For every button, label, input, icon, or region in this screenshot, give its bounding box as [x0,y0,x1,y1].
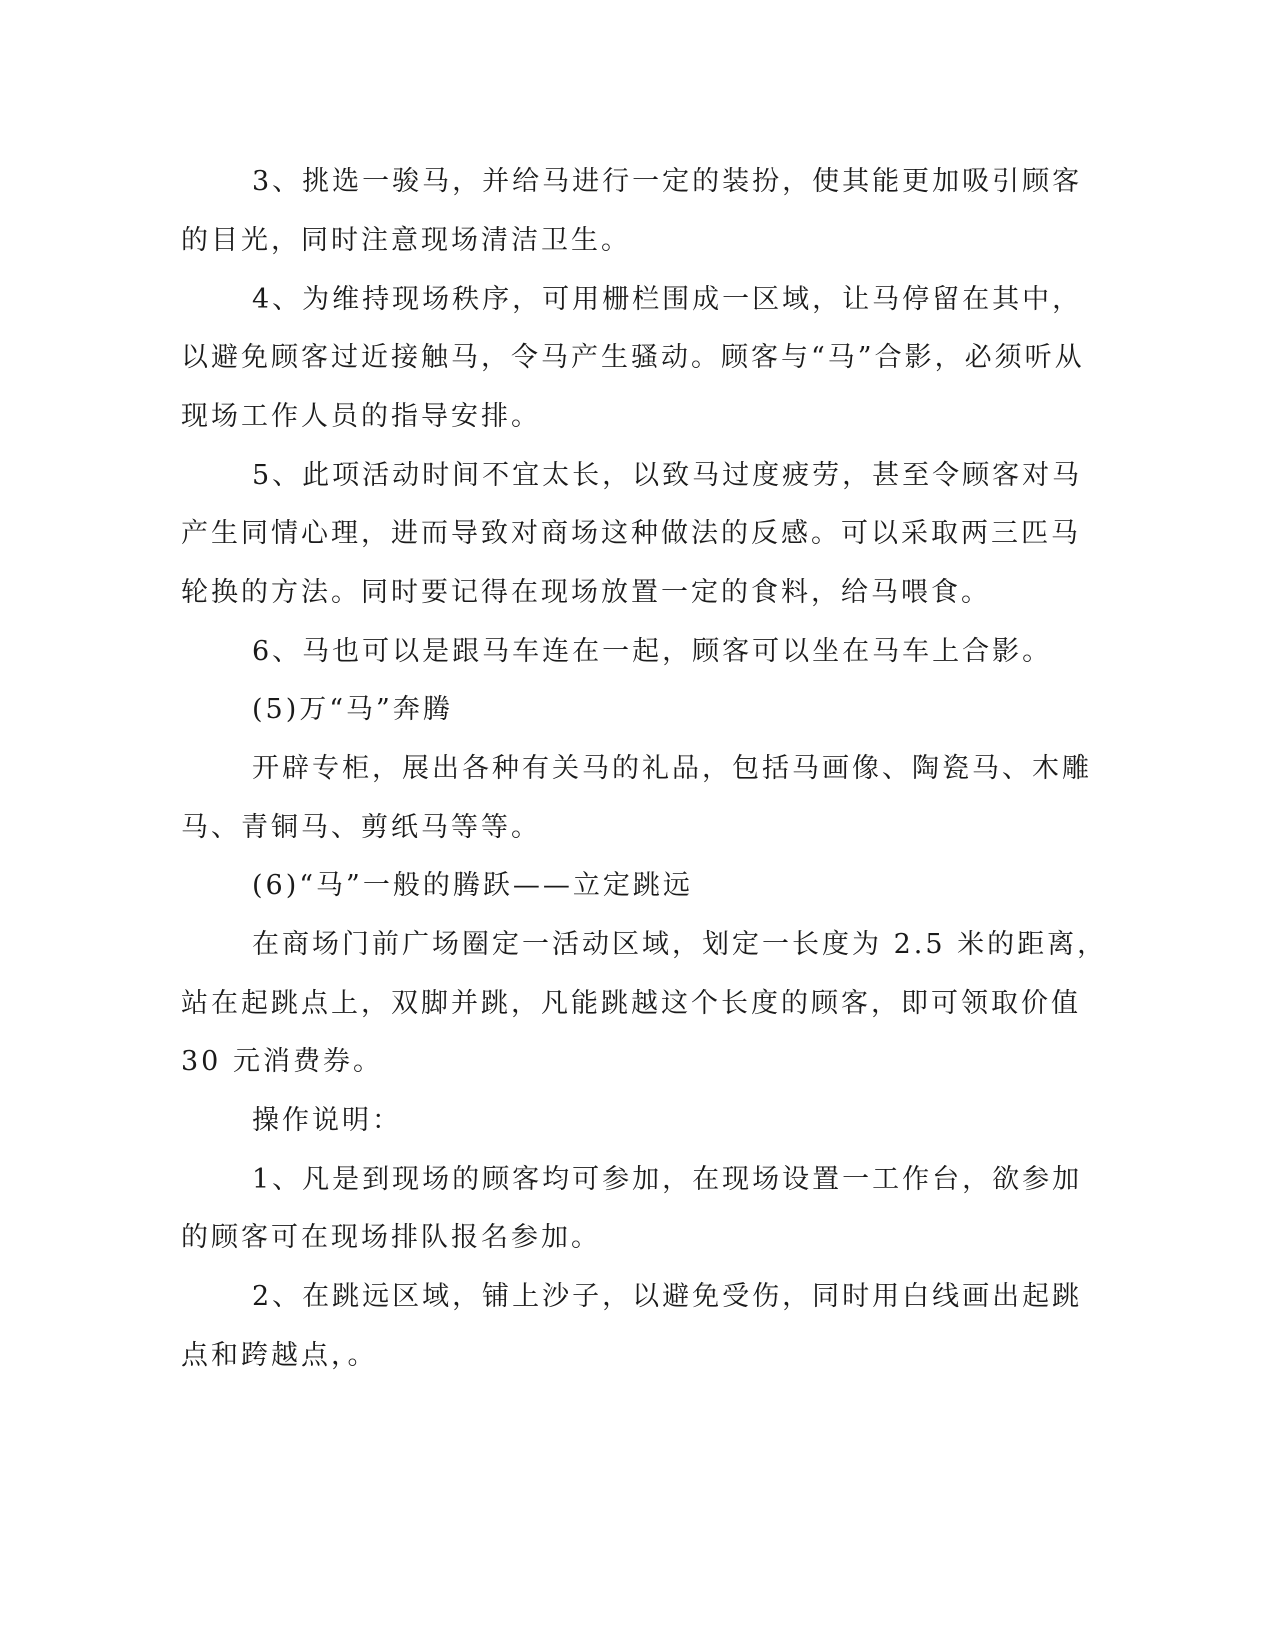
section-5-heading: (5)万“马”奔腾 [252,694,453,725]
section-6-body-line-1: 在商场门前广场圈定一活动区域，划定一长度为 2.5 米的距离， [252,929,1108,960]
paragraph-5-line-3: 轮换的方法。同时要记得在现场放置一定的食料，给马喂食。 [181,577,991,608]
paragraph-5-line-1: 5、此项活动时间不宜太长，以致马过度疲劳，甚至令顾客对马 [252,460,1083,491]
paragraph-5-line-2: 产生同情心理，进而导致对商场这种做法的反感。可以采取两三匹马 [181,518,1081,549]
paragraph-4-line-2: 以避免顾客过近接触马，令马产生骚动。顾客与“马”合影，必须听从 [181,342,1085,373]
section-6-heading: (6)“马”一般的腾跃——立定跳远 [252,870,693,901]
paragraph-3-line-2: 的目光，同时注意现场清洁卫生。 [181,225,631,256]
instructions-heading: 操作说明： [252,1105,402,1136]
section-5-body-line-2: 马、青铜马、剪纸马等等。 [181,812,541,843]
instruction-1-line-1: 1、凡是到现场的顾客均可参加，在现场设置一工作台，欲参加 [252,1164,1083,1195]
paragraph-4-line-1: 4、为维持现场秩序，可用栅栏围成一区域，让马停留在其中， [252,284,1083,315]
instruction-2-line-1: 2、在跳远区域，铺上沙子，以避免受伤，同时用白线画出起跳 [252,1281,1083,1312]
instruction-2-line-2: 点和跨越点，。 [181,1340,378,1371]
section-5-body-line-1: 开辟专柜，展出各种有关马的礼品，包括马画像、陶瓷马、木雕 [252,753,1092,784]
paragraph-4-line-3: 现场工作人员的指导安排。 [181,401,541,432]
paragraph-3-line-1: 3、挑选一骏马，并给马进行一定的装扮，使其能更加吸引顾客 [252,166,1083,197]
paragraph-6-line-1: 6、马也可以是跟马车连在一起，顾客可以坐在马车上合影。 [252,636,1053,667]
section-6-body-line-3: 30 元消费券。 [181,1046,383,1077]
section-6-body-line-2: 站在起跳点上，双脚并跳，凡能跳越这个长度的顾客，即可领取价值 [181,988,1081,1019]
instruction-1-line-2: 的顾客可在现场排队报名参加。 [181,1222,601,1253]
